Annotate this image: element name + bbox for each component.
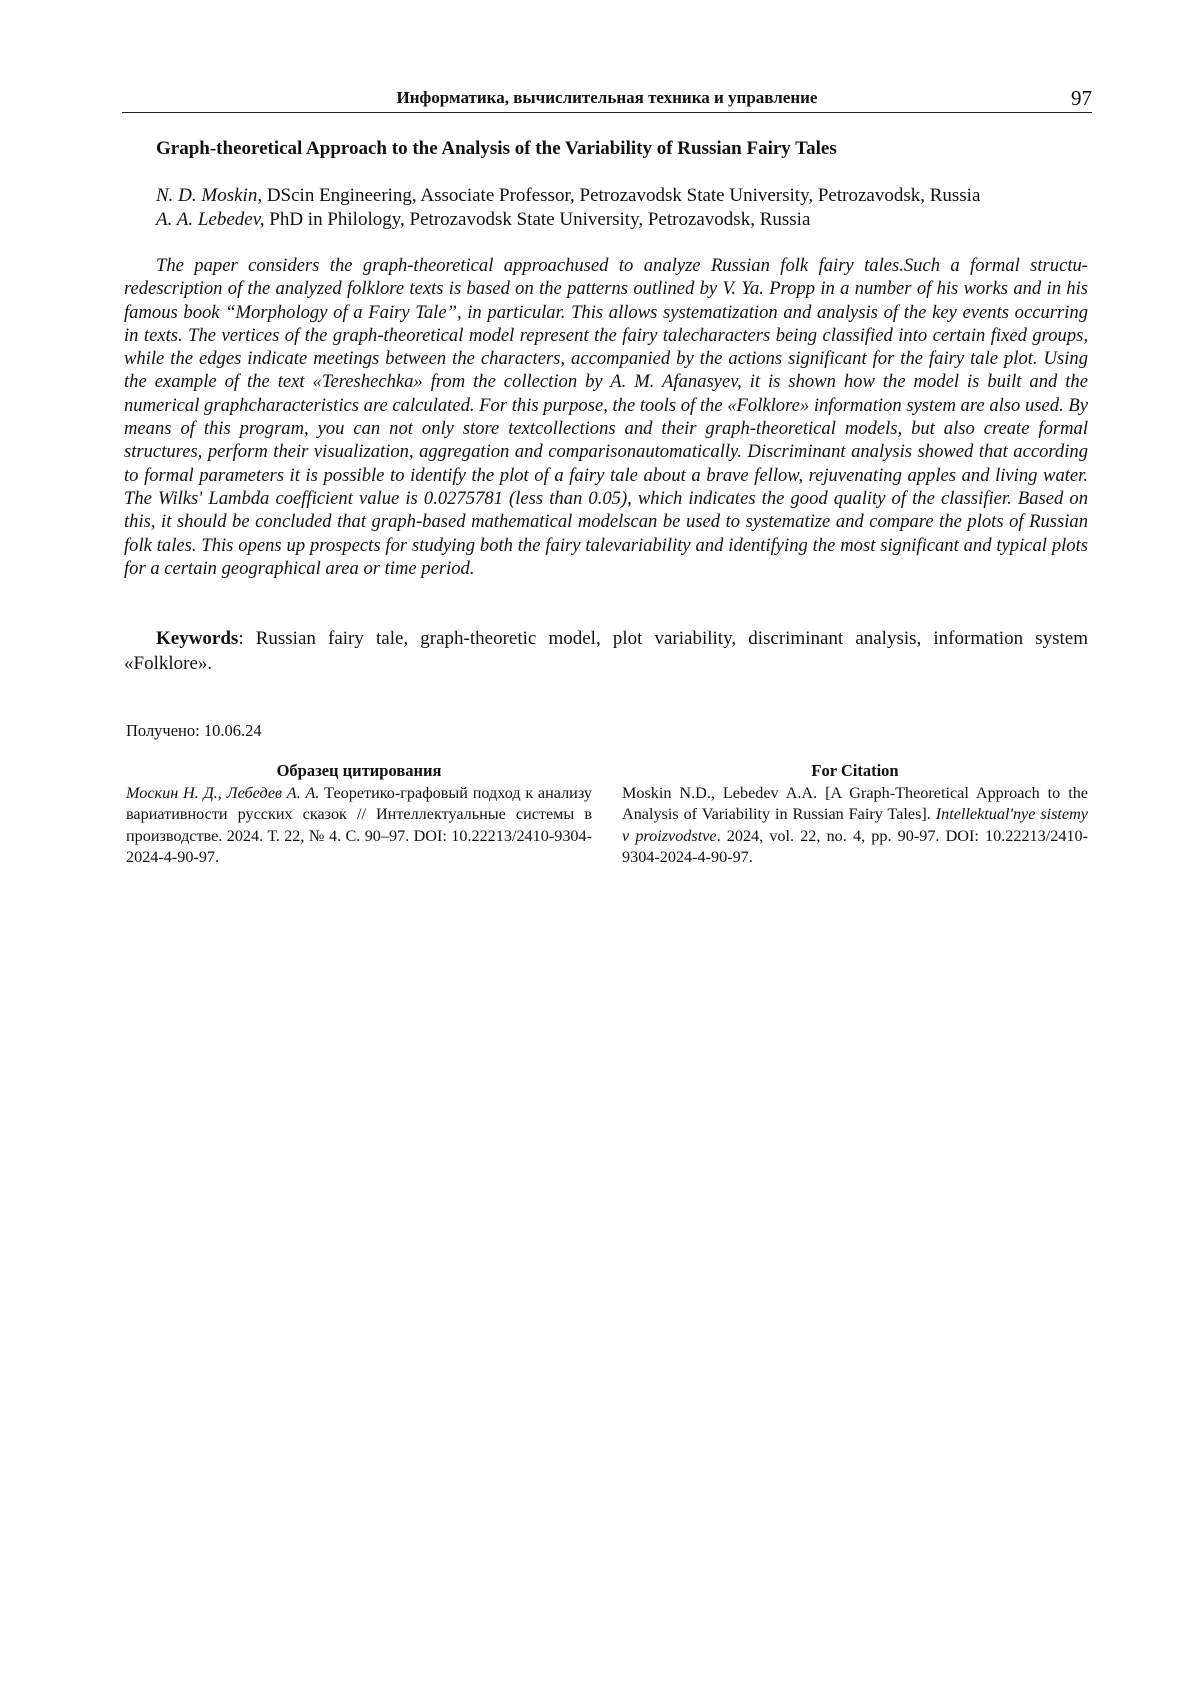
journal-section-title: Информатика, вычислительная техника и управление xyxy=(396,88,818,107)
page-number: 97 xyxy=(1071,86,1092,110)
author-affiliation: PhD in Philology, Petrozavodsk State University, Petrozavodsk, Russia xyxy=(264,209,811,230)
citation-russian xyxy=(126,760,592,869)
citation-heading: Образец цитирования xyxy=(276,761,442,780)
citation-text: Moskin N.D., Lebedev A.A. [A Graph-Theoretical Approach to the Analysis of Variability in Russian Fairy Tales]. xyxy=(622,783,1088,823)
author-name: A. A. Lebedev, xyxy=(156,209,265,230)
abstract: The paper considers the graph-theoretical approachused to analyze Russian folk fairy tales.Such a formal structuredescription of the analyzed folklore texts is based on the patterns outlined by V. Ya. Propp in a number of his works and in his famous book “Morphology of a Fairy Tale”, in particular. This allows systematization and analysis of the key events occurring in texts. The vertices of the graph-theoretical model represent the fairy talecharacters being classified into certain fixed groups, while the edges indicate meetings between the characters, accompanied by the actions significant for the fairy tale plot. Using the example of the text «Tereshechka» from the collection by A. M. Afanasyev, it is shown how the model is built and the numerical graphcharacteristics are calculated. For this purpose, the tools of the «Folklore» information system are also used. By means of this program, you can not only store textcollections and their graph-theoretical models, but also create formal structures, perform their visualization, aggregation and comparisonautomatically. Discriminant analysis showed that according to formal parameters it is possible to identify the plot of a fairy tale about a brave fellow, rejuvenating apples and living water. The Wilks' Lambda coefficient value is 0.0275781 (less than 0.05), which indicates the good quality of the classifier. Based on this, it should be concluded that graph-based mathematical modelscan be used to systematize and compare the plots of Russian folk tales. This opens up prospects for studying both the fairy talevariability and identifying the most significant and typical plots for a certain geographical area or time period. xyxy=(124,255,1088,579)
author-line xyxy=(156,184,1096,208)
citation-heading: For Citation xyxy=(811,761,899,780)
author-list xyxy=(156,184,1096,232)
citation-journal: Intellektual'nye sistemy v proizvodstve xyxy=(622,805,1088,845)
received-date: Получено: 10.06.24 xyxy=(126,721,262,740)
citation-body xyxy=(622,783,1088,869)
citation-text: . 2024, vol. 22, no. 4, pp. 90-97. DOI: 10.22213/2410-9304-2024-4-90-97. xyxy=(622,826,1088,866)
running-header xyxy=(122,86,1092,113)
author-name: N. D. Moskin, xyxy=(156,185,263,206)
citation-body xyxy=(126,783,592,869)
article-title: Graph-theoretical Approach to the Analysis of the Variability of Russian Fairy Tales xyxy=(156,138,837,159)
keywords-text: : Russian fairy tale, graph-theoretic model, plot variability, discriminant analysis, information system «Folklore». xyxy=(124,628,1088,674)
keywords-label: Keywords xyxy=(156,628,239,649)
author-affiliation: DScin Engineering, Associate Professor, Petrozavodsk State University, Petrozavodsk, Russia xyxy=(262,185,981,206)
author-line xyxy=(156,208,1096,232)
citation-authors: Москин Н. Д., Лебедев А. А. xyxy=(126,783,320,802)
citation-english xyxy=(622,760,1088,869)
citation-text: Теоретико-графовый подход к анализу вариативности русских сказок // Интеллектуальные системы в производстве. 2024. Т. 22, № 4. С. 90–97. DOI: 10.22213/2410-9304-2024-4-90-97. xyxy=(126,783,592,866)
keywords xyxy=(124,626,1088,676)
